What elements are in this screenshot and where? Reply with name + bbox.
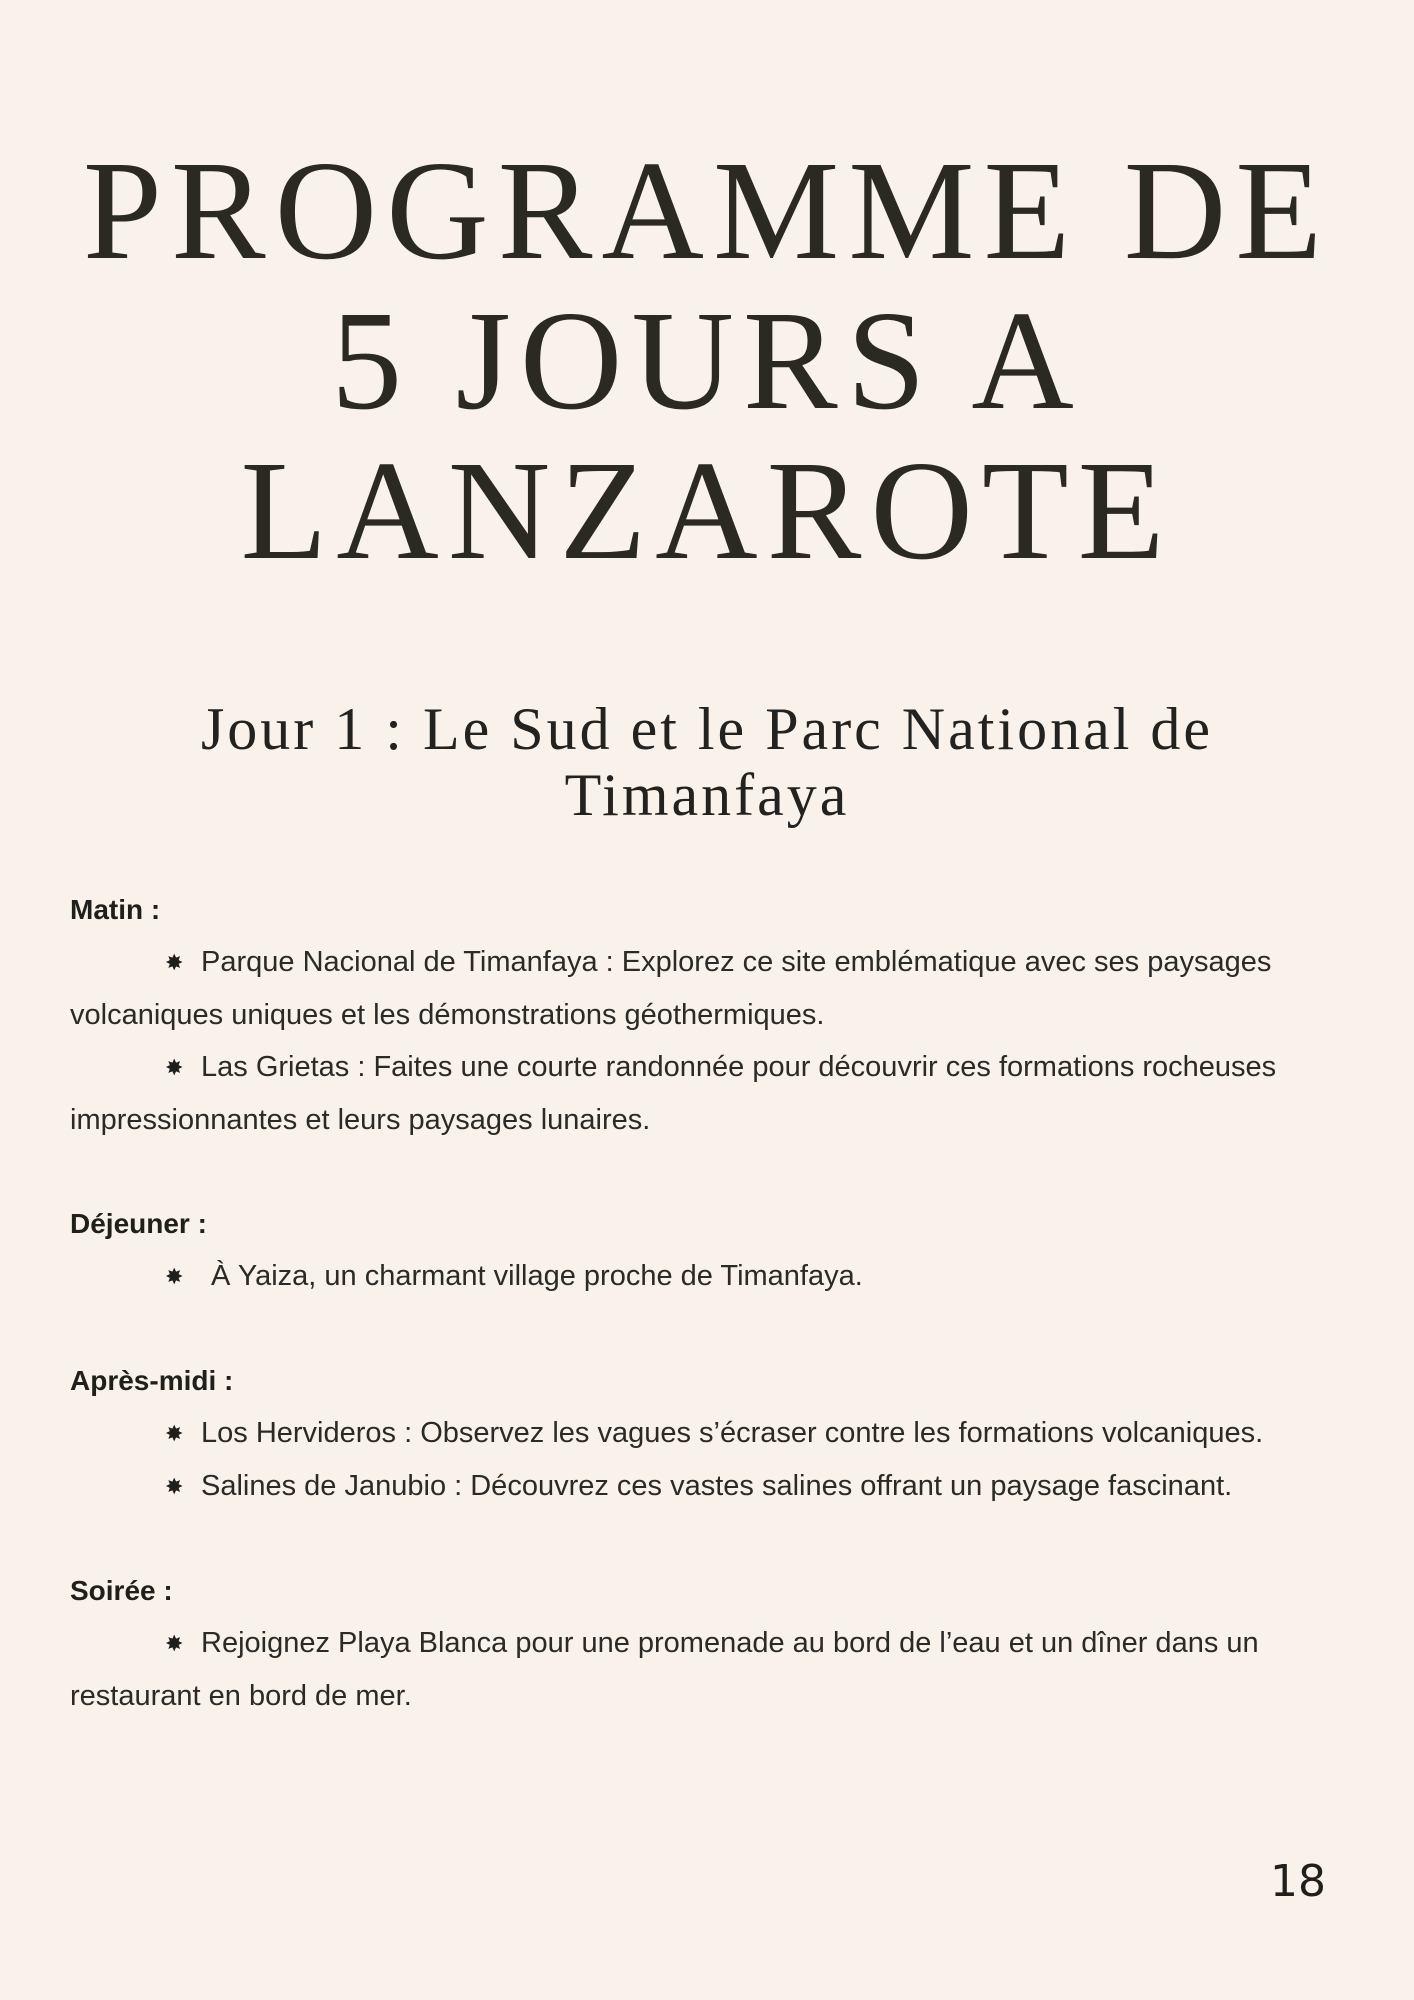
list-item <box>70 1041 1334 1146</box>
asterisk-bullet-icon: ✸ <box>165 1474 184 1499</box>
list-item-text: Salines de Janubio : Découvrez ces vastes salines offrant un paysage fascinant. <box>201 1470 1233 1502</box>
day-heading <box>80 696 1334 828</box>
section-matin <box>70 884 1334 1146</box>
day-program <box>70 884 1334 1774</box>
section-dejeuner <box>70 1198 1334 1303</box>
list-item <box>70 936 1334 1041</box>
list-item-text: Los Hervideros : Observez les vagues s’écraser contre les formations volcaniques. <box>201 1417 1264 1449</box>
asterisk-bullet-icon: ✸ <box>165 1631 184 1656</box>
list-item-text: Parque Nacional de Timanfaya : Explorez ce site emblématique avec ses paysages volcaniques uniques et les démonstrations géothermiques. <box>70 946 1272 1031</box>
list-item <box>70 1617 1334 1722</box>
day-heading-line: Jour 1 : Le Sud et le Parc National de <box>200 696 1214 762</box>
section-apres-midi <box>70 1355 1334 1513</box>
section-label: Soirée : <box>70 1575 173 1606</box>
asterisk-bullet-icon: ✸ <box>165 1421 184 1446</box>
section-label: Déjeuner : <box>70 1208 207 1239</box>
page-title-line: PROGRAMME DE <box>82 131 1332 289</box>
list-item-text: Las Grietas : Faites une courte randonnée pour découvrir ces formations rocheuses impressionnantes et leurs paysages lunaires. <box>70 1051 1277 1136</box>
page-title-line: 5 JOURS A <box>331 281 1083 439</box>
page-title-line: LANZAROTE <box>240 431 1174 589</box>
list-item <box>70 1407 1334 1460</box>
section-label: Matin : <box>70 894 161 925</box>
list-item-text: Rejoignez Playa Blanca pour une promenade au bord de l’eau et un dîner dans un restaurant en bord de mer. <box>70 1627 1259 1712</box>
section-soiree <box>70 1565 1334 1722</box>
asterisk-bullet-icon: ✸ <box>165 950 184 975</box>
page-title <box>60 131 1354 589</box>
page-number: 18 <box>1270 1856 1326 1907</box>
list-item-text: À Yaiza, un charmant village proche de Timanfaya. <box>211 1260 863 1292</box>
list-item <box>70 1460 1334 1513</box>
asterisk-bullet-icon: ✸ <box>165 1264 184 1289</box>
asterisk-bullet-icon: ✸ <box>165 1055 184 1080</box>
section-label: Après-midi : <box>70 1365 234 1396</box>
list-item <box>70 1250 1334 1303</box>
day-heading-line: Timanfaya <box>564 762 850 828</box>
